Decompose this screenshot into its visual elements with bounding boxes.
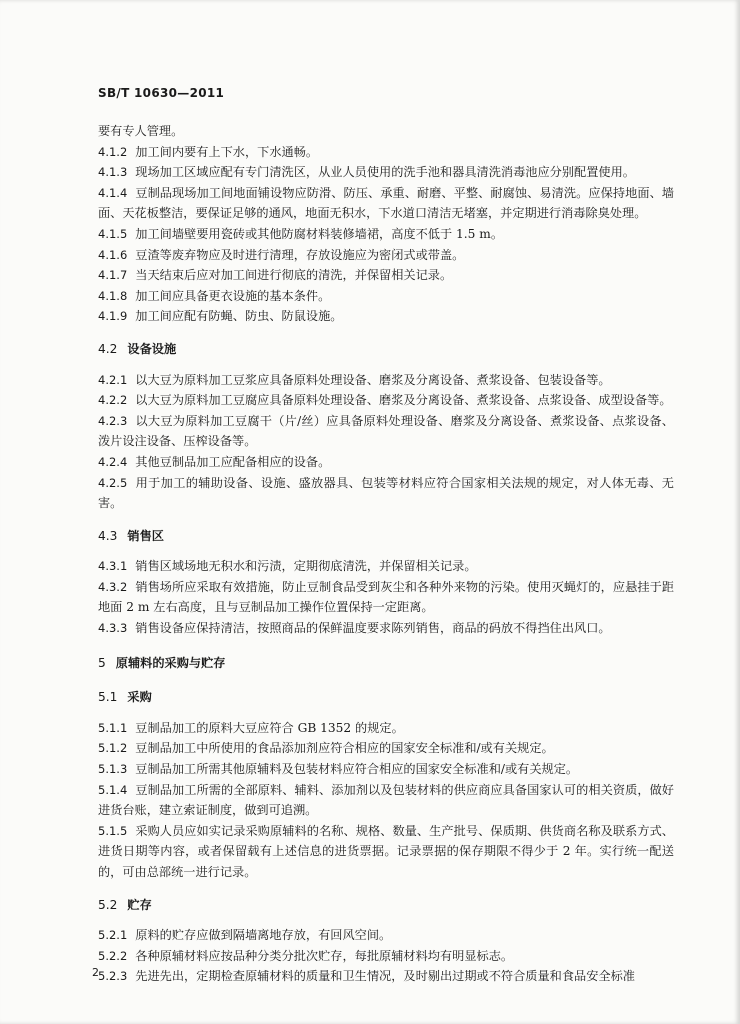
- spacer: [98, 639, 674, 653]
- spacer: [98, 327, 674, 339]
- clause-text: 销售区域场地无积水和污渍，定期彻底清洗，并保留相关记录。: [135, 559, 477, 574]
- clause-number: 4.2.3: [98, 413, 128, 428]
- section-number: 4.3: [98, 528, 118, 543]
- spacer: [98, 883, 674, 895]
- clause-text: 先进先出，定期检查原辅材料的质量和卫生情况，及时剔出过期或不符合质量和食品安全标准: [135, 969, 635, 984]
- clause-text: 原料的贮存应做到隔墙离地存放，有回风空间。: [135, 928, 392, 943]
- clause-paragraph: [98, 411, 674, 452]
- clause-paragraph: [98, 821, 674, 883]
- clause-text: 加工间墙壁要用瓷砖或其他防腐材料装修墙裙，高度不低于 1.5 m。: [135, 226, 504, 241]
- clause-paragraph: [98, 286, 674, 307]
- clause-text: 其他豆制品加工应配备相应的设备。: [135, 454, 331, 469]
- spacer: [98, 546, 674, 556]
- section-number: 5.2: [98, 897, 118, 912]
- clause-text: 豆制品加工的原料大豆应符合 GB 1352 的规定。: [135, 720, 404, 735]
- clause-paragraph: [98, 142, 674, 163]
- clause-number: 4.2.4: [98, 454, 128, 469]
- clause-paragraph: [98, 618, 674, 639]
- clause-number: 5.1.2: [98, 741, 128, 756]
- clause-number: 4.2.2: [98, 393, 128, 408]
- clause-number: 5.2.3: [98, 969, 128, 984]
- clause-paragraph: [98, 556, 674, 577]
- section-number: 4.2: [98, 341, 118, 356]
- clause-paragraph: [98, 390, 674, 411]
- clause-paragraph: [98, 473, 674, 514]
- clause-text: 当天结束后应对加工间进行彻底的清洗，并保留相关记录。: [135, 268, 453, 283]
- clause-number: 4.1.2: [98, 144, 128, 159]
- clause-number: 4.1.4: [98, 185, 128, 200]
- clause-paragraph: [98, 780, 674, 821]
- clause-text: 以大豆为原料加工豆浆应具备原料处理设备、磨浆及分离设备、煮浆设备、包装设备等。: [135, 372, 611, 387]
- clause-text: 现场加工区域应配有专门清洗区，从业人员使用的洗手池和器具清洗消毒池应分别配置使用。: [135, 165, 635, 180]
- clause-paragraph: [98, 946, 674, 967]
- clause-text: 豆制品加工中所使用的食品添加剂应符合相应的国家安全标准和/或有关规定。: [135, 741, 554, 756]
- clause-number: 5.1.1: [98, 720, 128, 735]
- section-title: 采购: [127, 690, 152, 705]
- clause-number: 4.1.3: [98, 165, 128, 180]
- clause-text: 销售设备应保持清洁，按照商品的保鲜温度要求陈列销售，商品的码放不得挡住出风口。: [135, 621, 611, 636]
- clause-paragraph: [98, 162, 674, 183]
- clause-text: 加工间应具备更衣设施的基本条件。: [135, 288, 331, 303]
- clause-number: 4.3.2: [98, 579, 128, 594]
- clause-paragraph: [98, 265, 674, 286]
- clause-paragraph: [98, 121, 674, 142]
- clause-number: 4.2.1: [98, 372, 128, 387]
- clause-number: 5.2.2: [98, 948, 128, 963]
- clause-paragraph: [98, 306, 674, 327]
- clause-number: 5.1.5: [98, 823, 128, 838]
- clause-text: 加工间内要有上下水，下水通畅。: [135, 144, 319, 159]
- clause-text: 销售场所应采取有效措施，防止豆制食品受到灰尘和各种外来物的污染。使用灭蝇灯的，应悬挂于距地面 2 m 左右高度，且与豆制品加工操作位置保持一定距离。: [98, 579, 674, 615]
- section-number: 5.1: [98, 690, 118, 705]
- section-heading: [98, 339, 674, 360]
- clause-number: 4.3.1: [98, 559, 128, 574]
- clause-number: 4.1.7: [98, 268, 128, 283]
- clause-paragraph: [98, 759, 674, 780]
- clause-paragraph: [98, 925, 674, 946]
- clause-text: 采购人员应如实记录采购原辅料的名称、规格、数量、生产批号、保质期、供货商名称及联系方式、进货日期等内容，或者保留载有上述信息的进货票据。记录票据的保存期限不得少于 2 年。实行统一配送的，可由总部统一进行记录。: [98, 823, 674, 879]
- clause-text: 以大豆为原料加工豆腐应具备原料处理设备、磨浆及分离设备、煮浆设备、点浆设备、成型设备等。: [135, 393, 672, 408]
- clause-text: 豆渣等废弃物应及时进行清理，存放设施应为密闭式或带盖。: [135, 247, 465, 262]
- clause-text: 用于加工的辅助设备、设施、盛放器具、包装等材料应符合国家相关法规的规定，对人体无毒、无害。: [98, 475, 674, 511]
- clause-text: 豆制品现场加工间地面铺设物应防滑、防压、承重、耐磨、平整、耐腐蚀、易清洗。应保持地面、墙面、天花板整洁，要保证足够的通风，地面无积水，下水道口清洁无堵塞，并定期进行消毒除臭处理。: [98, 185, 674, 221]
- clause-text: 豆制品加工所需的全部原料、辅料、添加剂以及包装材料的供应商应具备国家认可的相关资质，做好进货台账，建立索证制度，做到可追溯。: [98, 782, 674, 818]
- document-body: [98, 121, 674, 987]
- section-title: 贮存: [127, 897, 152, 912]
- section-title: 原辅料的采购与贮存: [115, 655, 226, 670]
- clause-paragraph: [98, 183, 674, 224]
- clause-paragraph: [98, 577, 674, 618]
- clause-paragraph: [98, 738, 674, 759]
- page-number: 2: [92, 966, 99, 979]
- clause-text: 各种原辅材料应按品种分类分批次贮存，每批原辅材料均有明显标志。: [135, 948, 514, 963]
- section-heading: [98, 526, 674, 547]
- clause-paragraph: [98, 245, 674, 266]
- clause-paragraph: [98, 370, 674, 391]
- clause-paragraph: [98, 224, 674, 245]
- clause-number: 5.2.1: [98, 928, 128, 943]
- spacer: [98, 915, 674, 925]
- spacer: [98, 708, 674, 718]
- standard-code: SB/T 10630—2011: [98, 86, 225, 100]
- clause-text: 豆制品加工所需其他原辅料及包装材料应符合相应的国家安全标准和/或有关规定。: [135, 762, 579, 777]
- clause-number: 5.1.3: [98, 762, 128, 777]
- clause-text: 要有专人管理。: [98, 124, 184, 138]
- clause-text: 加工间应配有防蝇、防虫、防鼠设施。: [135, 309, 343, 324]
- clause-paragraph: [98, 966, 674, 987]
- clause-paragraph: [98, 718, 674, 739]
- section-heading: [98, 895, 674, 916]
- section-title: 设备设施: [127, 341, 177, 356]
- spacer: [98, 514, 674, 526]
- clause-paragraph: [98, 452, 674, 473]
- spacer: [98, 360, 674, 370]
- section-title: 销售区: [127, 528, 164, 543]
- clause-number: 5.1.4: [98, 782, 128, 797]
- clause-number: 4.1.9: [98, 309, 128, 324]
- clause-text: 以大豆为原料加工豆腐干（片/丝）应具备原料处理设备、磨浆及分离设备、煮浆设备、点浆设备、泼片设注设备、压榨设备等。: [98, 413, 674, 449]
- section-heading: [98, 653, 674, 674]
- section-heading: [98, 687, 674, 708]
- clause-number: 4.1.6: [98, 247, 128, 262]
- clause-number: 4.1.5: [98, 226, 128, 241]
- clause-number: 4.3.3: [98, 621, 128, 636]
- section-number: 5: [98, 655, 106, 670]
- clause-number: 4.2.5: [98, 475, 128, 490]
- clause-number: 4.1.8: [98, 288, 128, 303]
- spacer: [98, 673, 674, 687]
